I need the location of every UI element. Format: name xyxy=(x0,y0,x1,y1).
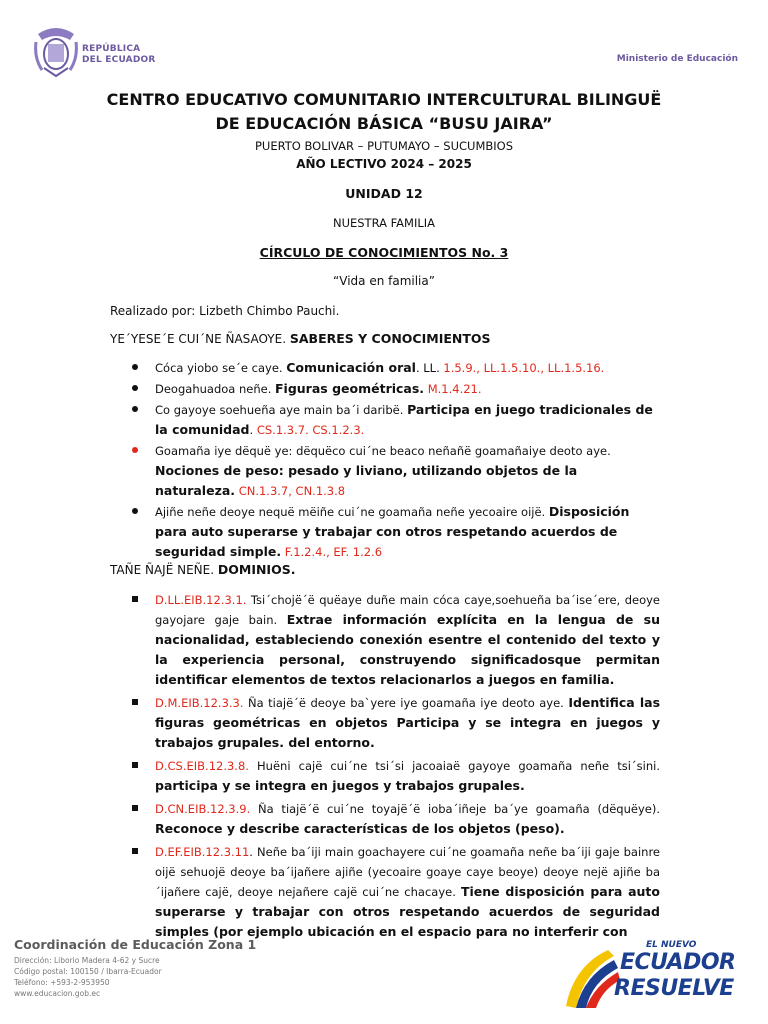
phone-line: Teléfono: +593-2-953950 xyxy=(14,978,110,987)
square-bullet-icon xyxy=(132,699,138,705)
unit-title: UNIDAD 12 xyxy=(345,186,423,201)
dominios-heading: TAÑE ÑAJË NEÑE. DOMINIOS. xyxy=(110,562,296,577)
unit-subtitle: NUESTRA FAMILIA xyxy=(332,216,436,230)
ecuador-resuelve-logo: EL NUEVO ECUADOR RESUELVE xyxy=(560,936,740,1008)
address-line: Dirección: Liborio Madera 4-62 y Sucre xyxy=(14,956,160,965)
website-link[interactable]: www.educacion.gob.ec xyxy=(14,989,101,998)
square-bullet-icon xyxy=(132,805,138,811)
republica-label: REPÚBLICA DEL ECUADOR xyxy=(82,44,156,65)
coat-of-arms-icon xyxy=(34,24,78,80)
list-item: D.CN.EIB.12.3.9. Ña tiajë´ë cui´ne toyajë´ë ioba´iñeje ba´ye goamaña (dëquëye). Reconoce y describe características de los objetos (peso). xyxy=(132,799,660,839)
postal-line: Código postal: 100150 / Ibarra-Ecuador xyxy=(14,967,162,976)
circle-subtitle: “Vida en familia” xyxy=(333,274,435,288)
saberes-heading: YE´YESE´E CUI´NE ÑASAOYE. SABERES Y CONOCIMIENTOS xyxy=(110,331,491,346)
flag-stripes-icon xyxy=(560,936,620,1008)
list-item: Deogahuadoa neñe. Figuras geométricas. M.1.4.21. xyxy=(132,379,660,399)
school-year: AÑO LECTIVO 2024 – 2025 xyxy=(296,157,472,171)
author-line: Realizado por: Lizbeth Chimbo Pauchi. xyxy=(110,304,340,318)
list-item: D.LL.EIB.12.3.1. Tsi´chojë´ë quëaye duñe main cóca caye,soehueña ba´ise´ere, deoye gayojare gaje bain. Extrae información explícita en la lengua de su nacionalidad, estableciendo conexión esentre el contenido del texto y la experiencia personal, construyendo significadosque permitan identificar elementos de textos relacionarlos a juegos en familia. xyxy=(132,590,660,690)
bullet-icon xyxy=(132,447,138,453)
square-bullet-icon xyxy=(132,762,138,768)
list-item: D.M.EIB.12.3.3. Ña tiajë´ë deoye ba`yere iye goamaña iye deoto aye. Identifica las figuras geométricas en objetos Participa y se integra en juegos y trabajos grupales. del entorno. xyxy=(132,693,660,753)
location-line: PUERTO BOLIVAR – PUTUMAYO – SUCUMBIOS xyxy=(254,139,513,153)
circle-title: CÍRCULO DE CONOCIMIENTOS No. 3 xyxy=(259,245,509,260)
page-header xyxy=(34,24,738,84)
coordinacion-title: Coordinación de Educación Zona 1 xyxy=(14,937,257,952)
list-item: D.EF.EIB.12.3.11. Neñe ba´iji main goachayere cui´ne goamaña neñe ba´iji gaje bainre oijë sehuojë deoye ba´ijañere ajiñe (yecoaire goaye caye beoye) deoye nejë ajiñe ba´ijañere cajë, deoye nejañere cajë cui´ne chacaye. Tiene disposición para auto superarse y trabajar con otros respetando acuerdos de seguridad simples (por ejemplo ubicación en el espacio para no interferir con xyxy=(132,842,660,942)
bullet-icon xyxy=(132,364,138,370)
ministerio-label: Ministerio de Educación xyxy=(616,54,738,64)
list-item: Goamaña iye dëquë ye: dëquëco cui´ne beaco neñañë goamañaiye deoto aye. Nociones de peso: pesado y liviano, utilizando objetos de la naturaleza. CN.1.3.7, CN.1.3.8 xyxy=(132,441,660,501)
bullet-icon xyxy=(132,508,138,514)
bullet-icon xyxy=(132,406,138,412)
list-item: Cóca yiobo se´e caye. Comunicación oral. LL. 1.5.9., LL.1.5.10., LL.1.5.16. xyxy=(132,358,660,378)
document-title: CENTRO EDUCATIVO COMUNITARIO INTERCULTURAL BILINGUË DE EDUCACIÓN BÁSICA “BUSU JAIRA” xyxy=(106,90,662,133)
square-bullet-icon xyxy=(132,848,138,854)
saberes-list xyxy=(132,358,660,563)
dominios-list xyxy=(132,590,660,945)
bullet-icon xyxy=(132,385,138,391)
list-item: Ajiñe neñe deoye nequë mëiñe cui´ne goamaña neñe yecoaire oijë. Disposición para auto superarse y trabajar con otros respetando acuerdos de seguridad simple. F.1.2.4., EF. 1.2.6 xyxy=(132,502,660,562)
footer-contact xyxy=(14,937,256,999)
square-bullet-icon xyxy=(132,596,138,602)
list-item: Co gayoye soehueña aye main ba´i daribë. Participa en juego tradicionales de la comunidad. CS.1.3.7. CS.1.2.3. xyxy=(132,400,660,440)
list-item: D.CS.EIB.12.3.8. Huëni cajë cui´ne tsi´si jacoaiaë gayoye goamaña neñe tsi´sini. participa y se integra en juegos y trabajos grupales. xyxy=(132,756,660,796)
